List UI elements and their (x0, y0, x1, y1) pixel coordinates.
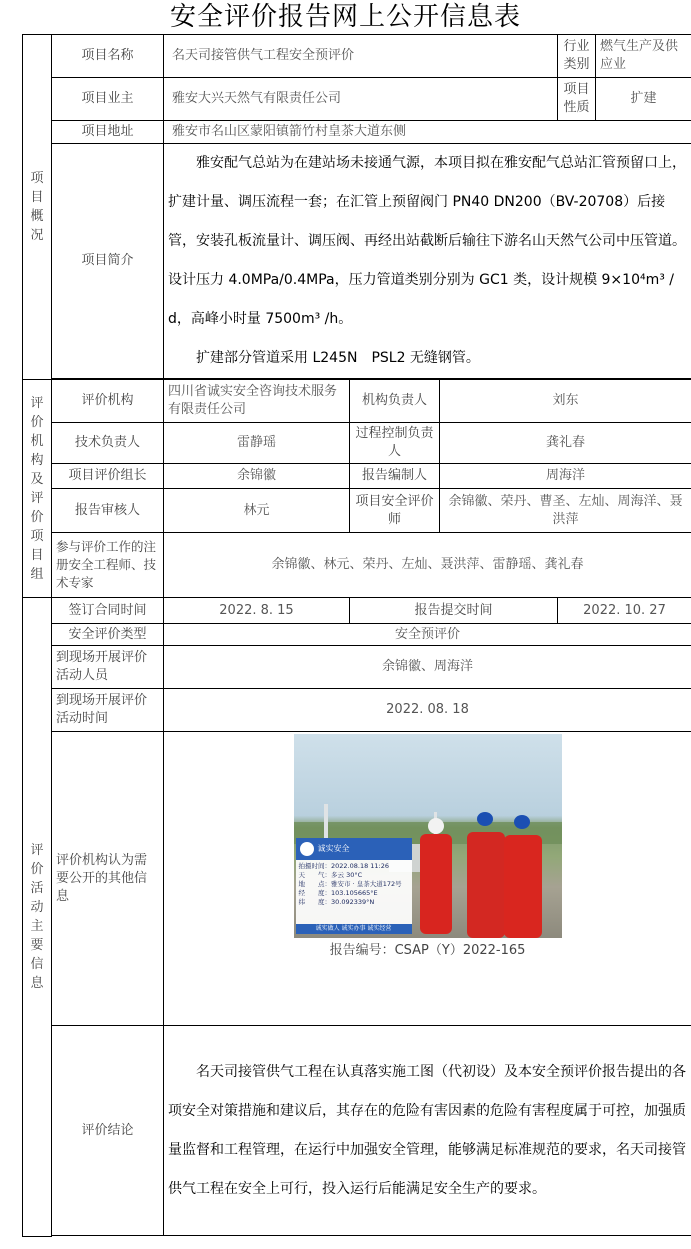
submit-date-label: 报告提交时间 (350, 598, 558, 624)
owner-label: 项目业主 (52, 78, 164, 121)
report-writer-label: 报告编制人 (350, 464, 440, 489)
team-lead-label: 项目评价组长 (52, 464, 164, 489)
reviewer-label: 报告审核人 (52, 489, 164, 533)
stamp-company: 诚实安全 (317, 844, 350, 853)
industry-value: 燃气生产及供应业 (596, 35, 691, 78)
stamp-weather: 多云 30°C (331, 871, 363, 879)
site-time-value: 2022. 08. 18 (164, 689, 691, 732)
conclusion-text (164, 1026, 691, 1236)
agency-head-value: 刘东 (440, 380, 691, 423)
stamp-lat: 30.092339°N (331, 898, 375, 906)
info-table (22, 34, 691, 1237)
participants-label: 参与评价工作的注册安全工程师、技术专家 (52, 533, 164, 598)
page-title: 安全评价报告网上公开信息表 (169, 2, 521, 32)
contract-date-value: 2022. 8. 15 (164, 598, 350, 624)
address-value: 雅安市名山区蒙阳镇箭竹村皇茶大道东侧 (164, 121, 691, 144)
site-staff-value: 余锦徽、周海洋 (164, 646, 691, 689)
assessors-value: 余锦徽、荣丹、曹圣、左灿、周海洋、聂洪萍 (440, 489, 691, 533)
stamp-slogan: 诚实做人 诚实办事 诚实经营 (296, 924, 412, 934)
site-staff-label: 到现场开展评价活动人员 (52, 646, 164, 689)
other-info-cell (164, 732, 691, 1026)
process-ctrl-value: 龚礼春 (440, 423, 691, 464)
type-value: 安全预评价 (164, 624, 691, 646)
section-project: 项目概况 (23, 35, 52, 380)
nature-value: 扩建 (596, 78, 691, 121)
site-time-label: 到现场开展评价活动时间 (52, 689, 164, 732)
owner-value: 雅安大兴天然气有限责任公司 (164, 78, 558, 121)
report-number: 报告编号：CSAP（Y）2022-165 (329, 943, 526, 958)
submit-date-value: 2022. 10. 27 (558, 598, 691, 624)
photo-stamp (296, 838, 412, 934)
project-name-label: 项目名称 (52, 35, 164, 78)
stamp-lng-label: 经 度： (298, 889, 331, 897)
nature-label: 项目性质 (558, 78, 596, 121)
process-ctrl-label: 过程控制负责人 (350, 423, 440, 464)
address-label: 项目地址 (52, 121, 164, 144)
contract-date-label: 签订合同时间 (52, 598, 164, 624)
stamp-place-label: 地 点： (298, 880, 331, 888)
type-label: 安全评价类型 (52, 624, 164, 646)
industry-label: 行业类别 (558, 35, 596, 78)
stamp-lat-label: 纬 度： (298, 898, 331, 906)
agency-label: 评价机构 (52, 380, 164, 423)
stamp-place: 雅安市 · 皇茶大道172号 (331, 880, 402, 888)
assessors-label: 项目安全评价师 (350, 489, 440, 533)
intro-text (164, 144, 691, 379)
report-writer-value: 周海洋 (440, 464, 691, 489)
stamp-weather-label: 天 气： (298, 871, 331, 879)
stamp-lng: 103.105665°E (331, 889, 378, 897)
conclusion-paragraph: 名天司接管供气工程在认真落实施工图（代初设）及本安全预评价报告提出的各项安全对策措施和建议后，其存在的危险有害因素的危险有害程度属于可控，加强质量监督和工程管理，在运行中加强安全管理，能够满足标准规范的要求，名天司接管供气工程在安全上可行，投入运行后能满足安全生产的要求。 (168, 1063, 686, 1197)
intro-label: 项目简介 (52, 144, 164, 379)
reviewer-value: 林元 (164, 489, 350, 533)
participants-value: 余锦徽、林元、荣丹、左灿、聂洪萍、雷静瑶、龚礼春 (164, 533, 691, 598)
agency-head-label: 机构负责人 (350, 380, 440, 423)
other-info-label: 评价机构认为需要公开的其他信息 (52, 732, 164, 1026)
conclusion-label: 评价结论 (52, 1026, 164, 1236)
project-name: 名天司接管供气工程安全预评价 (164, 35, 558, 78)
logo-icon (300, 842, 314, 856)
agency-value: 四川省诚实安全咨询技术服务有限责任公司 (164, 380, 350, 423)
intro-paragraph-2: 扩建部分管道采用 L245N PSL2 无缝钢管。 (196, 350, 480, 366)
intro-paragraph-1: 雅安配气总站为在建站场未接通气源，本项目拟在雅安配气总站汇管预留口上，扩建计量、调压流程一套；在汇管上预留阀门 PN40 DN200（BV-20708）后接管，安装孔板流量计、调压阀、再经出站截断后输往下游名山天然气公司中压管道。设计压力 4.0MPa/0.4MPa，压力管道类别分别为 GC1 类，设计规模 9×10⁴m³ /d，高峰小时量 7500m³ /h。 (168, 155, 686, 327)
stamp-time: 2022.08.18 11:26 (331, 862, 390, 870)
team-lead-value: 余锦徽 (164, 464, 350, 489)
tech-head-label: 技术负责人 (52, 423, 164, 464)
tech-head-value: 雷静瑶 (164, 423, 350, 464)
section-activity: 评价活动主要信息 (23, 598, 52, 1237)
stamp-time-label: 拍摄时间： (298, 862, 331, 870)
section-org: 评价机构及评价项目组 (23, 380, 52, 598)
site-photo (294, 734, 562, 938)
